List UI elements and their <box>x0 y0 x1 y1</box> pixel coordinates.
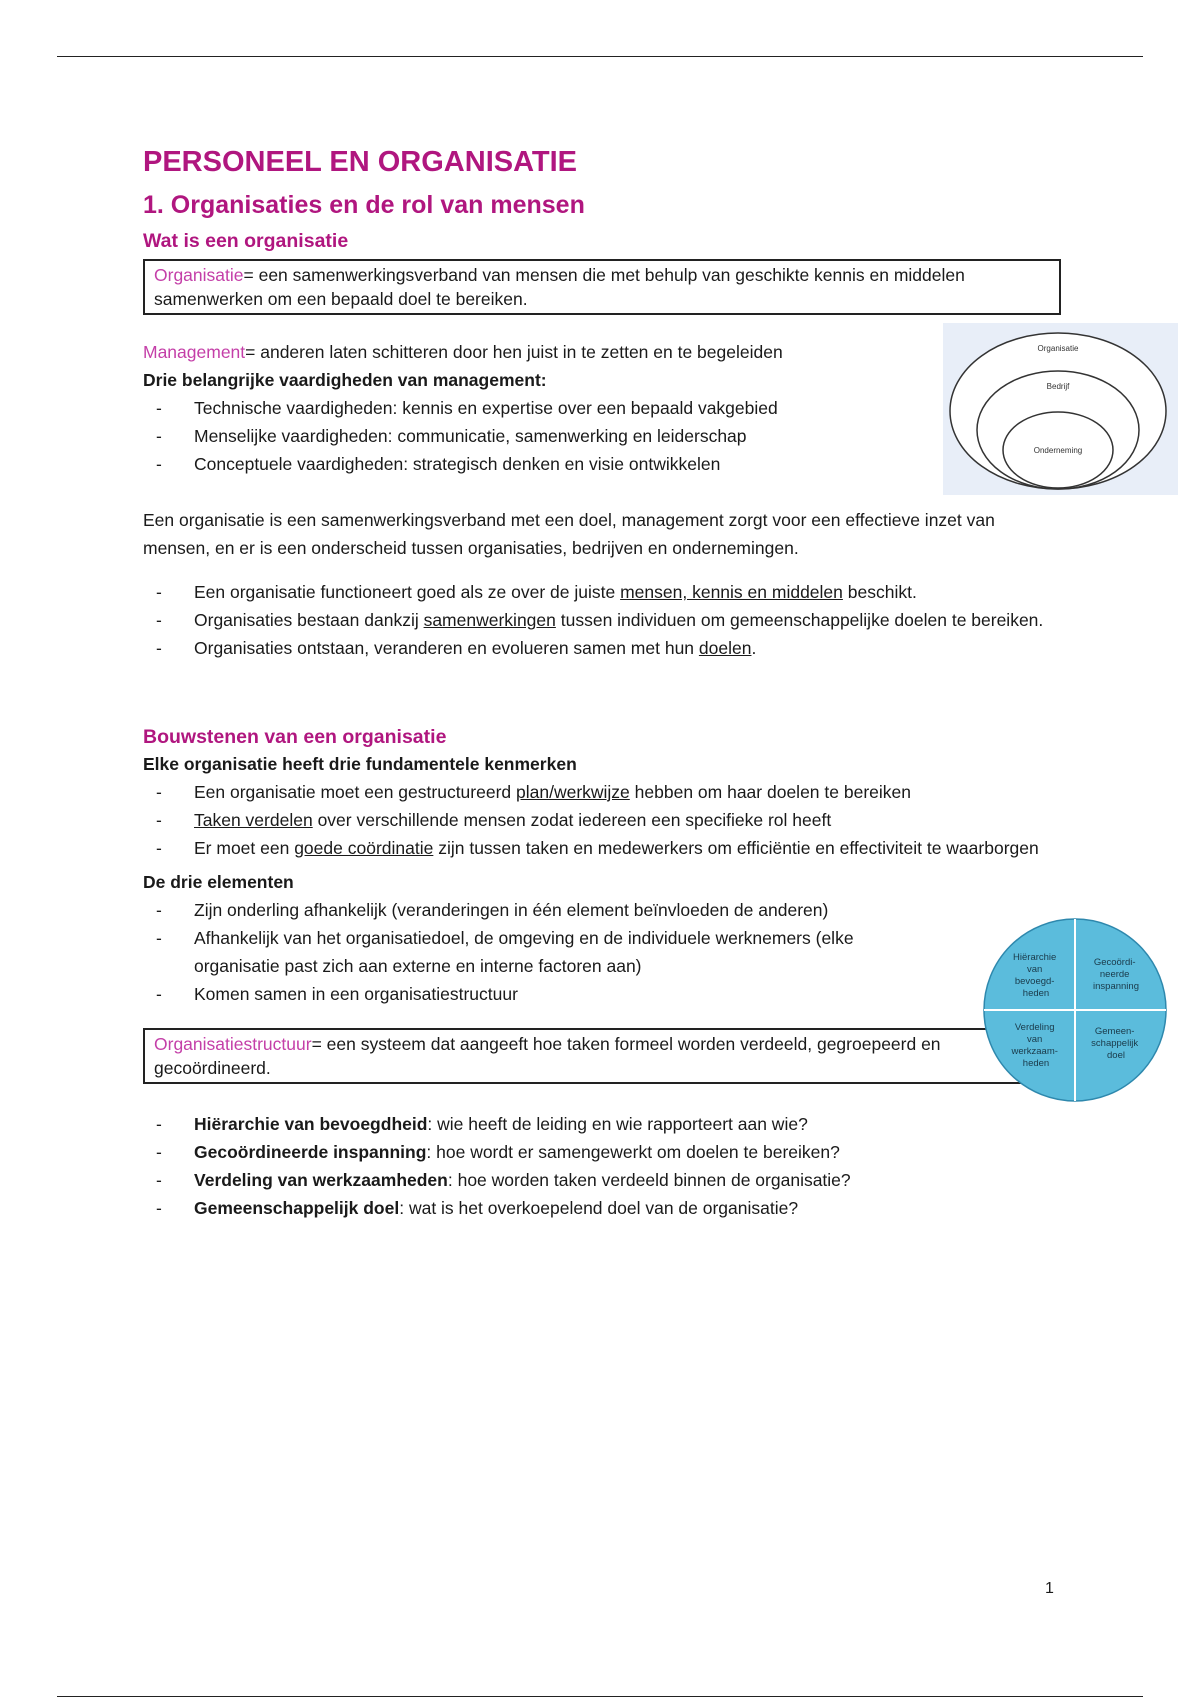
list-item: - Conceptuele vaardigheden: strategisch denken en visie ontwikkelen <box>143 450 1063 478</box>
points-list <box>143 578 1063 662</box>
list-item: - Afhankelijk van het organisatiedoel, de omgeving en de individuele werknemers (elke organisatie past zich aan externe en interne factoren aan) <box>143 924 943 980</box>
label-onderneming: Onderneming <box>1033 446 1083 455</box>
list-item: - Zijn onderling afhankelijk (veranderingen in één element beïnvloeden de anderen) <box>143 896 943 924</box>
bottom-rule <box>57 1696 1143 1697</box>
circle-quadrant-diagram <box>973 915 1178 1105</box>
quadrant-label-verdeling: Verdeling van werkzaam- heden <box>1011 1022 1058 1069</box>
list-item: - Hiërarchie van bevoegdheid: wie heeft de leiding en wie rapporteert aan wie? <box>143 1110 1063 1138</box>
label-organisatie: Organisatie <box>1037 344 1079 353</box>
list-item: - Menselijke vaardigheden: communicatie, samenwerking en leiderschap <box>143 422 1063 450</box>
circle-quadrant-svg <box>973 915 1178 1105</box>
list-item: - Verdeling van werkzaamheden: hoe worden taken verdeeld binnen de organisatie? <box>143 1166 1063 1194</box>
kenmerken-list <box>143 778 1063 862</box>
definition-term: Organisatiestructuur <box>154 1033 312 1054</box>
definition-term: Management <box>143 342 246 363</box>
definition-box-organisatie <box>143 259 1061 315</box>
elementen-list <box>143 896 943 1008</box>
definition-term: Organisatie <box>154 265 244 286</box>
definition-text: = een systeem dat aangeeft hoe taken formeel worden verdeeld, gegroepeerd en gecoördineerd. <box>154 1033 941 1078</box>
list-item: - Gemeenschappelijk doel: wat is het overkoepelend doel van de organisatie? <box>143 1194 1063 1222</box>
section-heading-wat-is: Wat is een organisatie <box>143 229 349 252</box>
nested-ellipses-diagram <box>943 323 1178 495</box>
list-item: - Er moet een goede coördinatie zijn tussen taken en medewerkers om efficiëntie en effectiviteit te waarborgen <box>143 834 1063 862</box>
list-item: - Een organisatie functioneert goed als ze over de juiste mensen, kennis en middelen beschikt. <box>143 578 1063 606</box>
definition-text: = een samenwerkingsverband van mensen die met behulp van geschikte kennis en middelen samenwerken om een bepaald doel te bereiken. <box>154 265 965 310</box>
label-bedrijf: Bedrijf <box>1046 382 1070 391</box>
list-item: - Technische vaardigheden: kennis en expertise over een bepaald vakgebied <box>143 394 1063 422</box>
summary-paragraph: Een organisatie is een samenwerkingsverband met een doel, management zorgt voor een effectieve inzet van mensen, en er is een onderscheid tussen organisaties, bedrijven en ondernemingen. <box>143 510 995 559</box>
list-item: - Taken verdelen over verschillende mensen zodat iedereen een specifieke rol heeft <box>143 806 1063 834</box>
quadrant-label-gemeenschappelijk: Gemeen- schappelijk doel <box>1091 1026 1139 1061</box>
top-rule <box>57 56 1143 57</box>
section-heading-bouwstenen: Bouwstenen van een organisatie <box>143 726 447 749</box>
kenmerken-heading: Elke organisatie heeft drie fundamentele kenmerken <box>143 753 577 774</box>
document-title: PERSONEEL EN ORGANISATIE <box>143 146 577 178</box>
management-block <box>143 338 1063 478</box>
skills-list <box>143 394 1063 478</box>
quadrant-label-gecoordineerd: Gecoördi- neerde inspanning <box>1093 957 1139 992</box>
definition-box-organisatiestructuur <box>143 1028 1061 1084</box>
list-item: - Organisaties bestaan dankzij samenwerkingen tussen individuen om gemeenschappelijke doelen te bereiken. <box>143 606 1063 634</box>
components-list <box>143 1110 1063 1222</box>
list-item: - Een organisatie moet een gestructureerd plan/werkwijze hebben om haar doelen te bereiken <box>143 778 1063 806</box>
list-item: - Komen samen in een organisatiestructuur <box>143 980 943 1008</box>
page-content <box>143 145 1063 1222</box>
elementen-heading: De drie elementen <box>143 871 294 892</box>
quadrant-label-hierarchie: Hiërarchie van bevoegd- heden <box>1013 952 1057 999</box>
chapter-heading: 1. Organisaties en de rol van mensen <box>143 190 585 219</box>
nested-ellipses-svg <box>943 323 1178 495</box>
list-item: - Organisaties ontstaan, veranderen en evolueren samen met hun doelen. <box>143 634 1063 662</box>
list-item: - Gecoördineerde inspanning: hoe wordt er samengewerkt om doelen te bereiken? <box>143 1138 1063 1166</box>
page-number: 1 <box>1045 1580 1054 1597</box>
management-definition: Management= anderen laten schitteren door hen juist in te zetten en te begeleiden <box>143 342 783 363</box>
skills-heading: Drie belangrijke vaardigheden van management: <box>143 370 547 391</box>
